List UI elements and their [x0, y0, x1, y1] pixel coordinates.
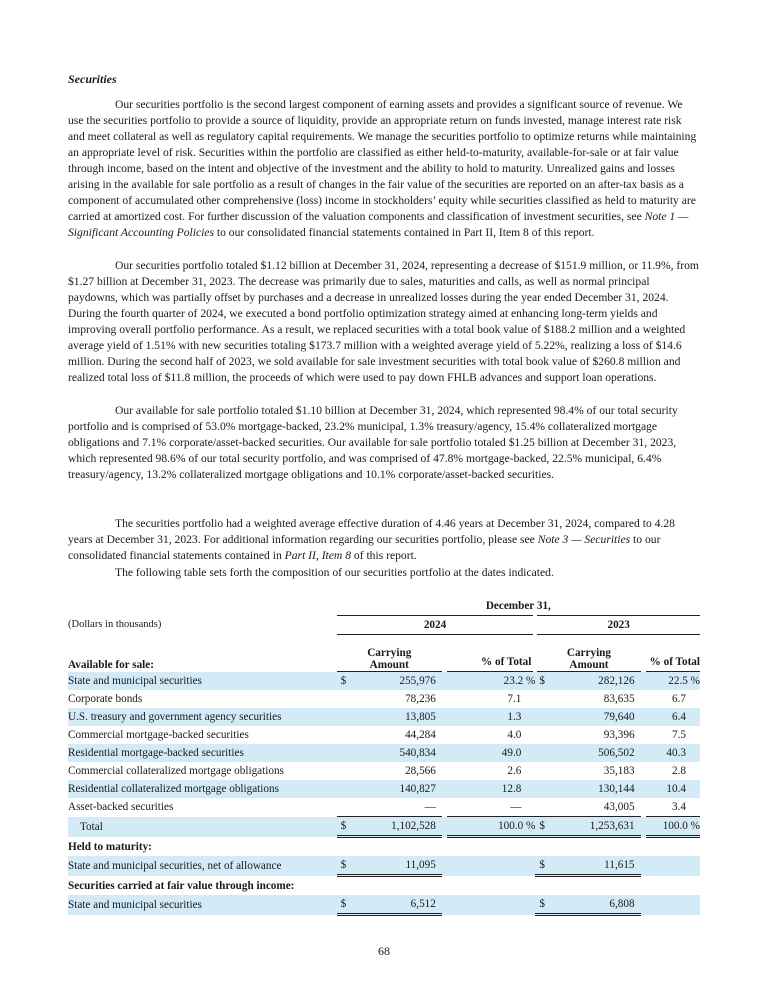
htm-section-header: Held to maturity: — [68, 841, 152, 853]
pct-total-2024-header: % of Total — [447, 635, 535, 672]
table-row: State and municipal securities, net of allowance $ 11,095 $ 11,615 — [68, 856, 700, 876]
table-row: State and municipal securities $ 6,512 $ 6,808 — [68, 895, 700, 915]
paragraph-duration: The securities portfolio had a weighted average effective duration of 4.46 years at December 31, 2024, compared to 4.28 years at December 31, 2023. For additional information regarding our securities portfolio, please see Note 3 — Securities to our consolidated financial statements contained in Part II, Item 8 of this report. — [68, 517, 675, 562]
period-header: December 31, — [337, 597, 700, 616]
paragraph-table-intro: The following table sets forth the composition of our securities portfolio at the dates indicated. — [115, 566, 554, 579]
table-row: Residential collateralized mortgage obligations 140,827 12.8 130,144 10.4 — [68, 780, 700, 798]
afs-header: Available for sale: — [68, 658, 154, 671]
note-3-reference: Note 3 — Securities — [537, 533, 631, 546]
table-row: Commercial collateralized mortgage obligations 28,566 2.6 35,183 2.8 — [68, 765, 686, 777]
table-row: Asset-backed securities — — 43,005 3.4 — [68, 801, 686, 814]
paragraph-overview: Our securities portfolio is the second largest component of earning assets and provides a significant source of revenue. We use the securities portfolio to provide a source of liquidity, provide an appropriate return on funds invested, manage interest rate risk and meet collateral as well as regulatory capital requirements. We manage the securities portfolio to optimize returns while maintaining an appropriate level of risk. Securities within the portfolio are classified as either held-to-maturity, available-for-sale or at fair value through income, based on the intent and objective of the investment and the ability to hold to maturity. Unrealized gains and losses arising in the available for sale portfolio as a result of changes in the fair value of the securities are reported on an after-tax basis as a component of accumulated other comprehensive (loss) income in stockholders’ equity while securities classified as held to maturity are carried at amortized cost. For further discussion of the valuation components and classification of investment securities, see Note 1 — Significant Accounting Policies to our consolidated financial statements contained in Part II, Item 8 of this report. — [68, 98, 697, 239]
year-2023-header: 2023 — [535, 616, 700, 635]
table-total-row: Total $ 1,102,528 100.0 % $ 1,253,631 100.0 % — [68, 817, 700, 837]
fv-section-header: Securities carried at fair value through income: — [68, 880, 295, 892]
page-number: 68 — [378, 944, 390, 958]
carrying-amount-2023-header: Carrying Amount — [535, 635, 640, 672]
paragraph-afs-portfolio: Our available for sale portfolio totaled $1.10 billion at December 31, 2024, which represented 98.4% of our total security portfolio and is comprised of 53.0% mortgage-backed, 23.2% municipal, 1.3% treasury/agency, 15.4% collateralized mortgage obligations and 7.1% corporate/asset-backed securities. Our available for sale portfolio totaled $1.25 billion at December 31, 2023, which represented 98.6% of our total security portfolio, and was comprised of 47.8% mortgage-backed, 22.5% municipal, 6.4% treasury/agency, 13.2% collateralized mortgage obligations and 10.1% corporate/asset-backed securities. — [68, 404, 678, 481]
table-row: U.S. treasury and government agency securities 13,805 1.3 79,640 6.4 — [68, 708, 700, 726]
table-header-years — [68, 616, 700, 635]
pct-total-2023-header: % of Total — [646, 635, 700, 672]
table-row: State and municipal securities $ 255,976 23.2 % $ 282,126 22.5 % — [68, 672, 700, 691]
year-2024-header: 2024 — [337, 616, 536, 635]
table-row: Corporate bonds 78,236 7.1 83,635 6.7 — [68, 693, 686, 705]
carrying-amount-2024-header: Carrying Amount — [337, 635, 442, 672]
note-1-reference: Note 1 — Significant Accounting Policies — [68, 210, 689, 239]
securities-composition-table — [68, 597, 700, 916]
paragraph-portfolio-total: Our securities portfolio totaled $1.12 billion at December 31, 2024, representing a decrease of $151.9 million, or 11.9%, from $1.27 billion at December 31, 2023. The decrease was primarily due to sales, maturities and calls, as well as normal principal paydowns, which was partially offset by purchases and a decrease in unrealized losses during the year ended December 31, 2024. During the fourth quarter of 2024, we executed a bond portfolio optimization strategy aimed at enhancing long-term yields and improving overall portfolio performance. As a result, we replaced securities with a total book value of $188.2 million and a weighted average yield of 1.51% with new securities totaling $173.7 million with a weighted average yield of 5.22%, realizing a loss of $14.6 million. During the second half of 2023, we sold available for sale investment securities with total book value of $260.8 million and realized total loss of $11.8 million, the proceeds of which were used to pay down FHLB advances and support loan operations. — [68, 259, 699, 384]
section-title: Securities — [68, 72, 117, 86]
table-header-columns — [68, 635, 700, 672]
units-label: (Dollars in thousands) — [68, 619, 162, 630]
table-row: Commercial mortgage-backed securities 44,284 4.0 93,396 7.5 — [68, 729, 686, 741]
part-ii-item-8-reference: Part II, Item 8 — [284, 549, 351, 562]
table-header-period — [68, 597, 700, 616]
table-row: Residential mortgage-backed securities 540,834 49.0 506,502 40.3 — [68, 744, 700, 762]
